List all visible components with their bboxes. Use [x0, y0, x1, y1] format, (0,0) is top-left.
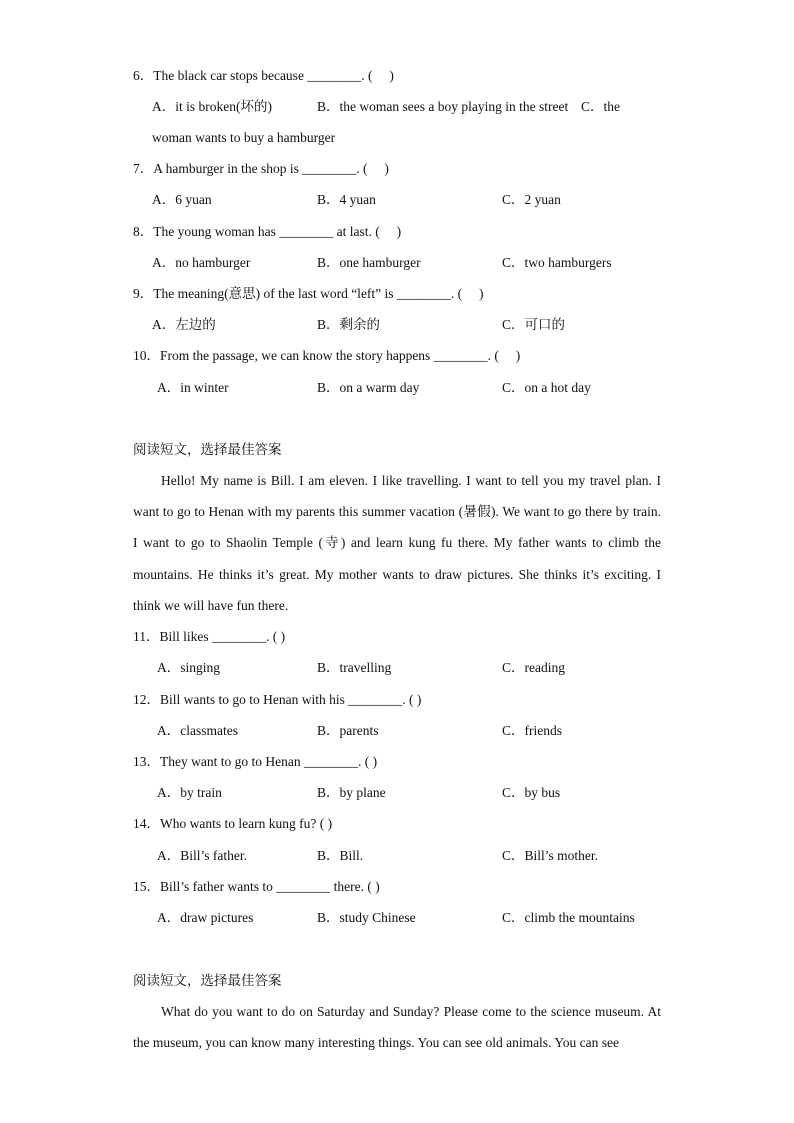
q6-option-b: B．the woman sees a boy playing in the street — [317, 99, 569, 114]
q14-option-c: C．Bill’s mother. — [502, 848, 599, 863]
q11-option-a: A．singing — [157, 660, 221, 675]
q8-option-b: B．one hamburger — [317, 255, 421, 270]
q10-option-c: C．on a hot day — [502, 380, 591, 395]
question-7: 7．A hamburger in the shop is ________. ( ) — [133, 161, 389, 176]
q9-option-a: A．左边的 — [152, 317, 216, 332]
q14-option-b: B．Bill. — [317, 848, 364, 863]
q13-option-b: B．by plane — [317, 785, 386, 800]
q6-option-c: C．the — [581, 99, 620, 114]
q7-option-b: B．4 yuan — [317, 192, 376, 207]
q9-option-b: B．剩余的 — [317, 317, 381, 332]
question-13: 13．They want to go to Henan ________. ( ) — [133, 754, 378, 769]
q7-option-a: A．6 yuan — [152, 192, 212, 207]
reading-passage-2: What do you want to do on Saturday and Sunday? Please come to the science museum. At the museum, you can know many interesting things. You can see old animals. You can see — [133, 1004, 661, 1051]
q10-option-a: A．in winter — [157, 380, 229, 395]
q10-option-b: B．on a warm day — [317, 380, 420, 395]
section-heading: 阅读短文，选择最佳答案 — [133, 442, 282, 458]
q13-option-a: A．by train — [157, 785, 222, 800]
question-8: 8．The young woman has ________ at last. ( ) — [133, 224, 402, 239]
question-9: 9．The meaning(意思) of the last word “left” is ________. ( ) — [133, 286, 484, 301]
q15-option-a: A．draw pictures — [157, 910, 254, 925]
q8-option-c: C．two hamburgers — [502, 255, 612, 270]
question-12: 12．Bill wants to go to Henan with his ________. ( ) — [133, 692, 422, 707]
q8-option-a: A．no hamburger — [152, 255, 251, 270]
q11-option-b: B．travelling — [317, 660, 392, 675]
q7-option-c: C．2 yuan — [502, 192, 561, 207]
q12-option-c: C．friends — [502, 723, 562, 738]
q6-option-c-continued: woman wants to buy a hamburger — [152, 130, 336, 145]
q12-option-a: A．classmates — [157, 723, 238, 738]
q15-option-b: B．study Chinese — [317, 910, 416, 925]
section-heading-2: 阅读短文，选择最佳答案 — [133, 973, 282, 989]
q15-option-c: C．climb the mountains — [502, 910, 635, 925]
q6-option-a: A．it is broken(坏的) — [152, 99, 272, 114]
question-14: 14．Who wants to learn kung fu? ( ) — [133, 816, 333, 831]
question-6: 6．The black car stops because ________. ( ) — [133, 68, 394, 83]
question-10: 10．From the passage, we can know the story happens ________. ( ) — [133, 348, 521, 363]
q11-option-c: C．reading — [502, 660, 565, 675]
question-11: 11．Bill likes ________. ( ) — [133, 629, 286, 644]
q9-option-c: C．可口的 — [502, 317, 566, 332]
q12-option-b: B．parents — [317, 723, 379, 738]
q13-option-c: C．by bus — [502, 785, 561, 800]
reading-passage: Hello! My name is Bill. I am eleven. I like travelling. I want to tell you my travel plan. I want to go to Henan with my parents this summer vacation (暑假). We want to go there by train. I want to go to Shaolin Temple (寺) and learn kung fu there. My father wants to climb the mountains. He thinks it’s great. My mother wants to draw pictures. She thinks it’s exciting. I think we will have fun there. — [133, 473, 661, 613]
question-15: 15．Bill’s father wants to ________ there. ( ) — [133, 879, 380, 894]
q14-option-a: A．Bill’s father. — [157, 848, 247, 863]
